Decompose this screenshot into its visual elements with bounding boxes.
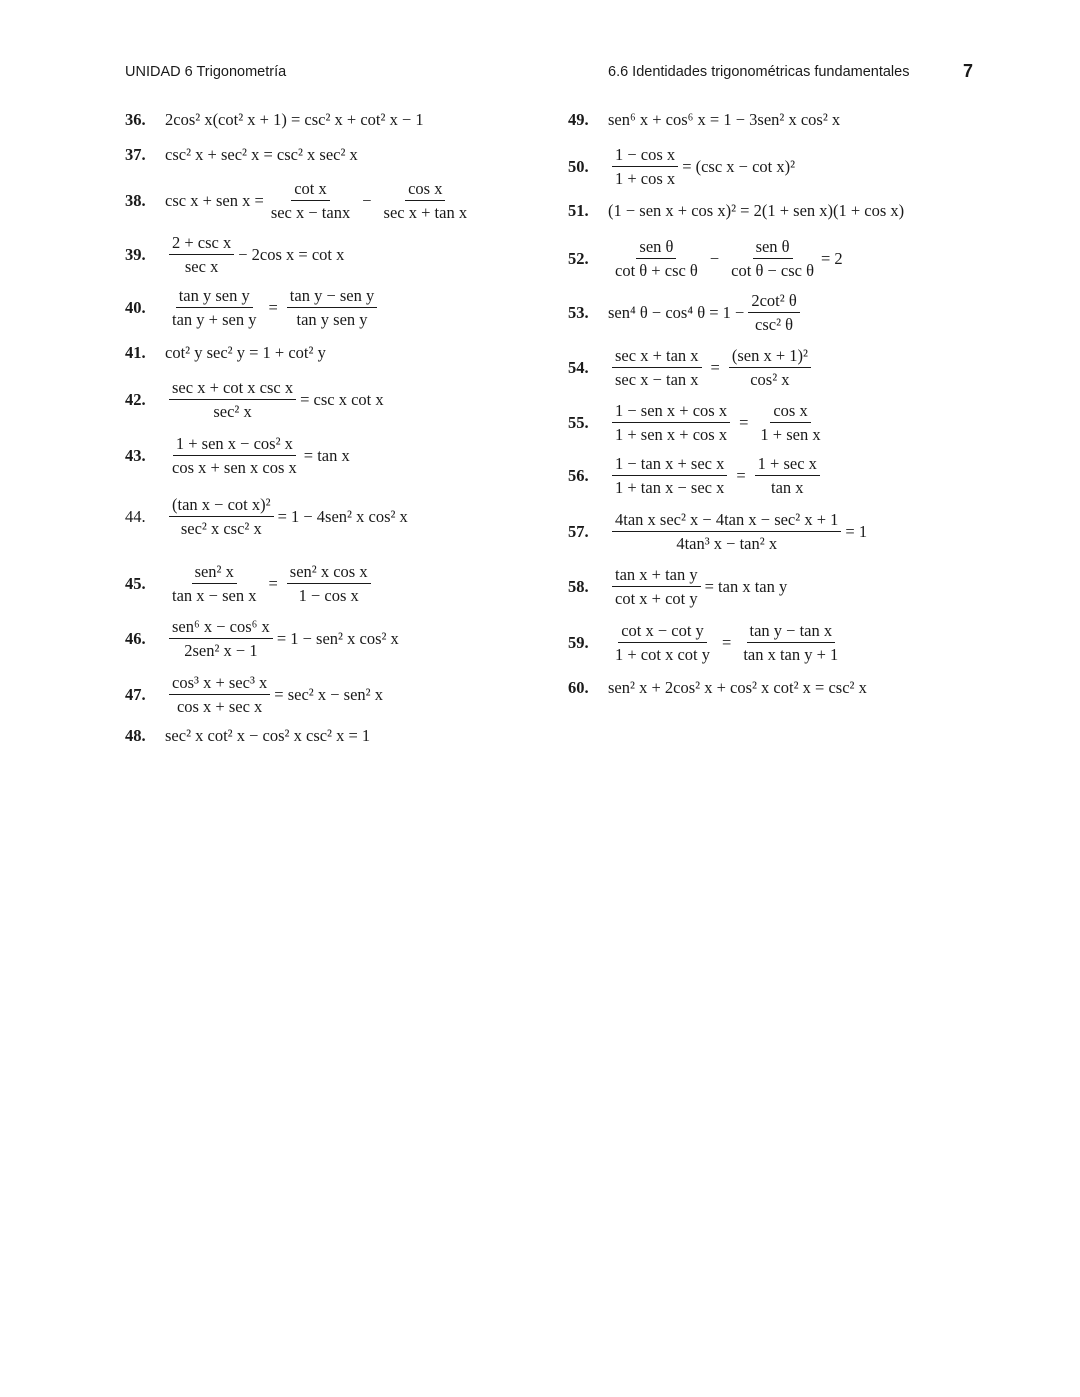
identity: sec² x cot² x − cos² x csc² x = 1: [165, 726, 371, 745]
numerator: cos³ x + sec³ x: [169, 672, 270, 695]
denominator: 2sen² x − 1: [184, 641, 258, 661]
exercise-47: [125, 672, 383, 718]
fraction: [612, 620, 713, 666]
denominator: csc² θ: [755, 315, 794, 335]
denominator: sec² x: [213, 402, 252, 422]
fraction: [612, 509, 841, 555]
denominator: sec x: [184, 257, 219, 277]
fraction: [612, 236, 701, 282]
denominator: 1 + cos x: [615, 169, 676, 189]
fraction: [729, 345, 811, 391]
exercise-number: 45.: [125, 573, 146, 593]
fraction: [748, 290, 799, 336]
denominator: 4tan³ x − tan² x: [676, 534, 778, 554]
exercise-55: [568, 400, 828, 446]
denominator: 1 + cot x cot y: [615, 645, 710, 665]
identity-lhs: csc x + sen x =: [165, 190, 264, 210]
exercise-54: [568, 345, 815, 391]
denominator: tan y + sen y: [172, 310, 257, 330]
exercise-number: 42.: [125, 389, 146, 409]
exercise-number: 37.: [125, 145, 146, 164]
exercise-40: [125, 285, 381, 331]
numerator: (tan x − cot x)²: [169, 494, 274, 517]
operator: =: [722, 632, 732, 652]
identity: csc² x + sec² x = csc² x sec² x: [165, 145, 358, 164]
exercise-number: 44.: [125, 506, 146, 526]
numerator: 1 + sen x − cos² x: [173, 433, 296, 456]
exercise-number: 58.: [568, 576, 589, 596]
exercise-57: [568, 509, 867, 555]
fraction: [287, 561, 371, 607]
exercise-number: 36.: [125, 110, 146, 129]
exercise-48: [125, 726, 370, 746]
denominator: sec x + tan x: [383, 203, 468, 223]
exercise-number: 60.: [568, 678, 589, 697]
operator: =: [268, 297, 278, 317]
fraction: [169, 285, 259, 331]
denominator: cos² x: [750, 370, 790, 390]
numerator: cot x − cot y: [618, 620, 707, 643]
page-header-section: 6.6 Identidades trigonométricas fundamentales: [608, 64, 910, 80]
identity: (1 − sen x + cos x)² = 2(1 + sen x)(1 + cos x): [608, 201, 905, 220]
exercise-number: 51.: [568, 201, 589, 220]
identity-rhs: − 2cos x = cot x: [238, 244, 345, 264]
exercise-number: 39.: [125, 244, 146, 264]
exercise-number: 59.: [568, 632, 589, 652]
operator: =: [739, 412, 749, 432]
numerator: cos x: [405, 178, 445, 201]
denominator: tan x tan y + 1: [743, 645, 839, 665]
fraction: [169, 494, 274, 540]
fraction: [612, 144, 678, 190]
exercise-number: 49.: [568, 110, 589, 129]
exercise-number: 40.: [125, 297, 146, 317]
numerator: sen⁶ x − cos⁶ x: [169, 616, 273, 639]
fraction: [740, 620, 841, 666]
identity-rhs: = sec² x − sen² x: [274, 684, 383, 704]
operator: −: [362, 190, 372, 210]
identity-rhs: = tan x tan y: [704, 576, 788, 596]
numerator: tan x + tan y: [612, 564, 701, 587]
exercise-number: 41.: [125, 343, 146, 362]
fraction: [612, 400, 730, 446]
numerator: 1 − sen x + cos x: [612, 400, 730, 423]
exercise-number: 57.: [568, 521, 589, 541]
numerator: sec x + cot x csc x: [169, 377, 296, 400]
numerator: cos x: [770, 400, 810, 423]
exercise-37: [125, 145, 358, 165]
page-header-unit: UNIDAD 6 Trigonometría: [125, 64, 287, 80]
exercise-number: 47.: [125, 684, 146, 704]
denominator: cot θ + csc θ: [615, 261, 698, 281]
identity: sen² x + 2cos² x + cos² x cot² x = csc² x: [608, 678, 867, 697]
denominator: cot x + cot y: [615, 589, 698, 609]
numerator: 1 + sec x: [755, 453, 820, 476]
identity: 2cos² x(cot² x + 1) = csc² x + cot² x − 1: [165, 110, 424, 129]
fraction: [381, 178, 471, 224]
fraction: [169, 561, 259, 607]
exercise-49: [568, 110, 840, 130]
numerator: tan y − tan x: [747, 620, 836, 643]
exercise-43: [125, 433, 350, 479]
identity-lhs: sen⁴ θ − cos⁴ θ = 1 −: [608, 302, 745, 322]
exercise-39: [125, 232, 344, 278]
denominator: tan x: [771, 478, 804, 498]
identity-rhs: = 1 − 4sen² x cos² x: [277, 506, 408, 526]
denominator: cos x + sec x: [176, 697, 263, 717]
fraction: [169, 232, 234, 278]
fraction: [169, 672, 270, 718]
exercise-number: 54.: [568, 357, 589, 377]
denominator: cot θ − csc θ: [731, 261, 814, 281]
denominator: sec x − tan x: [615, 370, 699, 390]
fraction: [757, 400, 823, 446]
exercise-38: [125, 178, 474, 224]
fraction: [169, 616, 273, 662]
exercise-44: [125, 494, 408, 540]
fraction: [169, 433, 300, 479]
identity-rhs: = csc x cot x: [300, 389, 384, 409]
exercise-58: [568, 564, 787, 610]
denominator: tan y sen y: [296, 310, 368, 330]
fraction: [728, 236, 817, 282]
exercise-number: 50.: [568, 156, 589, 176]
exercise-56: [568, 453, 824, 499]
numerator: cot x: [291, 178, 330, 201]
fraction: [287, 285, 377, 331]
denominator: sec x − tanx: [270, 203, 351, 223]
identity-rhs: = 1: [845, 521, 868, 541]
fraction: [169, 377, 296, 423]
fraction: [755, 453, 820, 499]
numerator: 2cot² θ: [748, 290, 799, 313]
exercise-number: 52.: [568, 248, 589, 268]
denominator: tan x − sen x: [172, 586, 257, 606]
exercise-number: 53.: [568, 302, 589, 322]
identity-rhs: = 2: [821, 248, 843, 268]
identity: cot² y sec² y = 1 + cot² y: [165, 343, 326, 362]
numerator: sen² x: [192, 561, 237, 584]
exercise-41: [125, 343, 326, 363]
operator: =: [736, 465, 746, 485]
numerator: 4tan x sec² x − 4tan x − sec² x + 1: [612, 509, 841, 532]
identity-rhs: = (csc x − cot x)²: [682, 156, 796, 176]
exercise-60: [568, 678, 867, 698]
denominator: 1 − cos x: [298, 586, 359, 606]
exercise-46: [125, 616, 399, 662]
denominator: cos x + sen x cos x: [172, 458, 297, 478]
numerator: sen² x cos x: [287, 561, 371, 584]
numerator: (sen x + 1)²: [729, 345, 811, 368]
fraction: [268, 178, 353, 224]
numerator: tan y sen y: [176, 285, 253, 308]
exercise-36: [125, 110, 424, 130]
exercise-52: [568, 236, 843, 282]
exercise-number: 38.: [125, 190, 146, 210]
exercise-45: [125, 561, 375, 607]
exercise-53: [568, 290, 804, 336]
exercise-number: 48.: [125, 726, 146, 745]
identity-rhs: = tan x: [303, 445, 350, 465]
exercise-number: 56.: [568, 465, 589, 485]
identity: sen⁶ x + cos⁶ x = 1 − 3sen² x cos² x: [608, 110, 841, 129]
exercise-number: 43.: [125, 445, 146, 465]
denominator: 1 + sen x: [760, 425, 821, 445]
numerator: tan y − sen y: [287, 285, 377, 308]
operator: −: [709, 248, 720, 268]
fraction: [612, 453, 727, 499]
denominator: 1 + sen x + cos x: [615, 425, 728, 445]
numerator: sen θ: [636, 236, 676, 259]
numerator: 2 + csc x: [169, 232, 234, 255]
operator: =: [710, 357, 720, 377]
denominator: 1 + tan x − sec x: [615, 478, 725, 498]
exercise-number: 55.: [568, 412, 589, 432]
fraction: [612, 564, 701, 610]
exercise-51: [568, 201, 904, 221]
numerator: 1 − tan x + sec x: [612, 453, 727, 476]
numerator: sec x + tan x: [612, 345, 702, 368]
operator: =: [268, 573, 278, 593]
numerator: 1 − cos x: [612, 144, 678, 167]
denominator: sec² x csc² x: [180, 519, 262, 539]
exercise-59: [568, 620, 845, 666]
identity-rhs: = 1 − sen² x cos² x: [276, 628, 399, 648]
exercise-50: [568, 144, 795, 190]
exercise-42: [125, 377, 384, 423]
fraction: [612, 345, 702, 391]
numerator: sen θ: [753, 236, 793, 259]
page-number: 7: [963, 61, 974, 81]
exercise-number: 46.: [125, 628, 146, 648]
